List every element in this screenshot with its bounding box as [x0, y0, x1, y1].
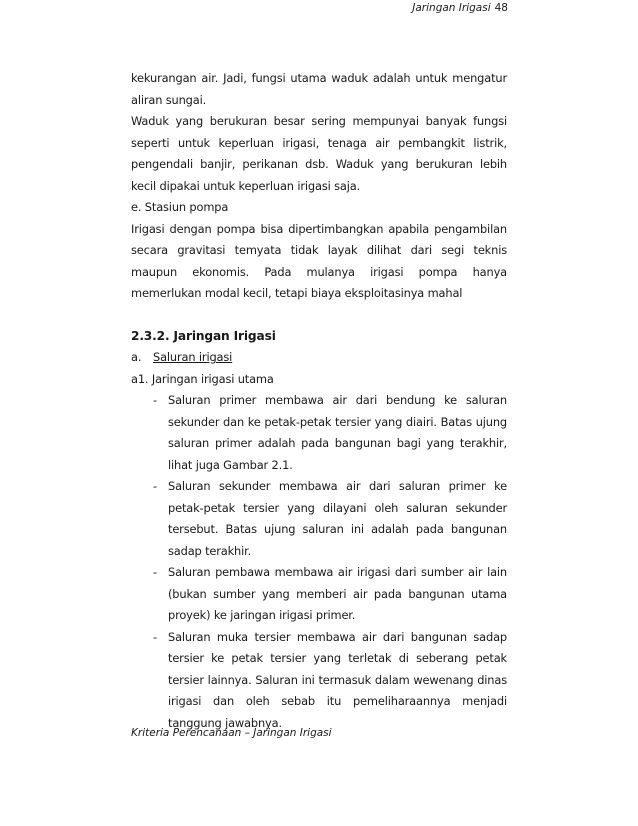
page-footer: Kriteria Perencanaan – Jaringan Irigasi: [131, 727, 332, 739]
page-header: [412, 0, 508, 16]
bullet-dash: -: [153, 393, 157, 407]
item-a-text: Saluran irigasi: [153, 350, 233, 364]
page-number: 48: [494, 2, 508, 14]
bullet-saluran-sekunder: [131, 476, 507, 562]
bullet-text: Saluran primer membawa air dari bendung ke saluran sekunder dan ke petak-petak tersier yang diairi. Batas ujung saluran primer adalah pada bangunan bagi yang terakhir, lihat juga Gambar 2.1.: [168, 393, 507, 472]
paragraph-waduk-fungsi: kekurangan air. Jadi, fungsi utama waduk adalah untuk mengatur aliran sungai.: [131, 71, 507, 107]
bullet-text: Saluran sekunder membawa air dari saluran primer ke petak-petak tersier yang dilayani oleh saluran sekunder tersebut. Batas ujung saluran ini adalah pada bangunan sadap terakhir.: [168, 479, 507, 558]
paragraph-irigasi-pompa: Irigasi dengan pompa bisa dipertimbangkan apabila pengambilan secara gravitasi temyata tidak layak dilihat dari segi teknis maupun ekonomis. Pada mulanya irigasi pompa hanya memerlukan modal kecil, tetapi biaya eksploitasinya mahal: [131, 221, 507, 300]
list-item-stasiun-pompa: e. Stasiun pompa: [131, 200, 229, 214]
bullet-saluran-muka-tersier: [131, 627, 507, 735]
bullet-text: Saluran muka tersier membawa air dari bangunan sadap tersier ke petak tersier yang terletak di seberang petak tersier lainnya. Saluran ini termasuk dalam wewenang dinas irigasi dan oleh sebab itu pemeliharaannya menjadi tanggung jawabnya.: [168, 629, 507, 730]
list-item-saluran-irigasi: [131, 347, 507, 369]
bullet-dash: -: [153, 629, 157, 644]
list-item-jaringan-utama: a1. Jaringan irigasi utama: [131, 371, 274, 386]
header-title: Jaringan Irigasi: [412, 2, 491, 14]
item-a-label: a.: [131, 350, 142, 364]
bullet-list: [131, 390, 507, 734]
bullet-dash: -: [153, 565, 157, 579]
bullet-text: Saluran pembawa membawa air irigasi dari sumber air lain (bukan sumber yang memberi air pada bangunan utama proyek) ke jaringan irigasi primer.: [168, 565, 507, 622]
document-body: [131, 68, 507, 734]
bullet-saluran-pembawa: [131, 562, 507, 627]
paragraph-waduk-besar: Waduk yang berukuran besar sering mempunyai banyak fungsi seperti untuk keperluan irigasi, tenaga air pembangkit listrik, pengendali banjir, perikanan dsb. Waduk yang berukuran lebih kecil dipakai untuk keperluan irigasi saja.: [131, 114, 507, 193]
section-spacer: [131, 305, 507, 326]
bullet-dash: -: [153, 479, 157, 493]
section-heading: 2.3.2. Jaringan Irigasi: [131, 328, 276, 343]
bullet-saluran-primer: [131, 390, 507, 476]
